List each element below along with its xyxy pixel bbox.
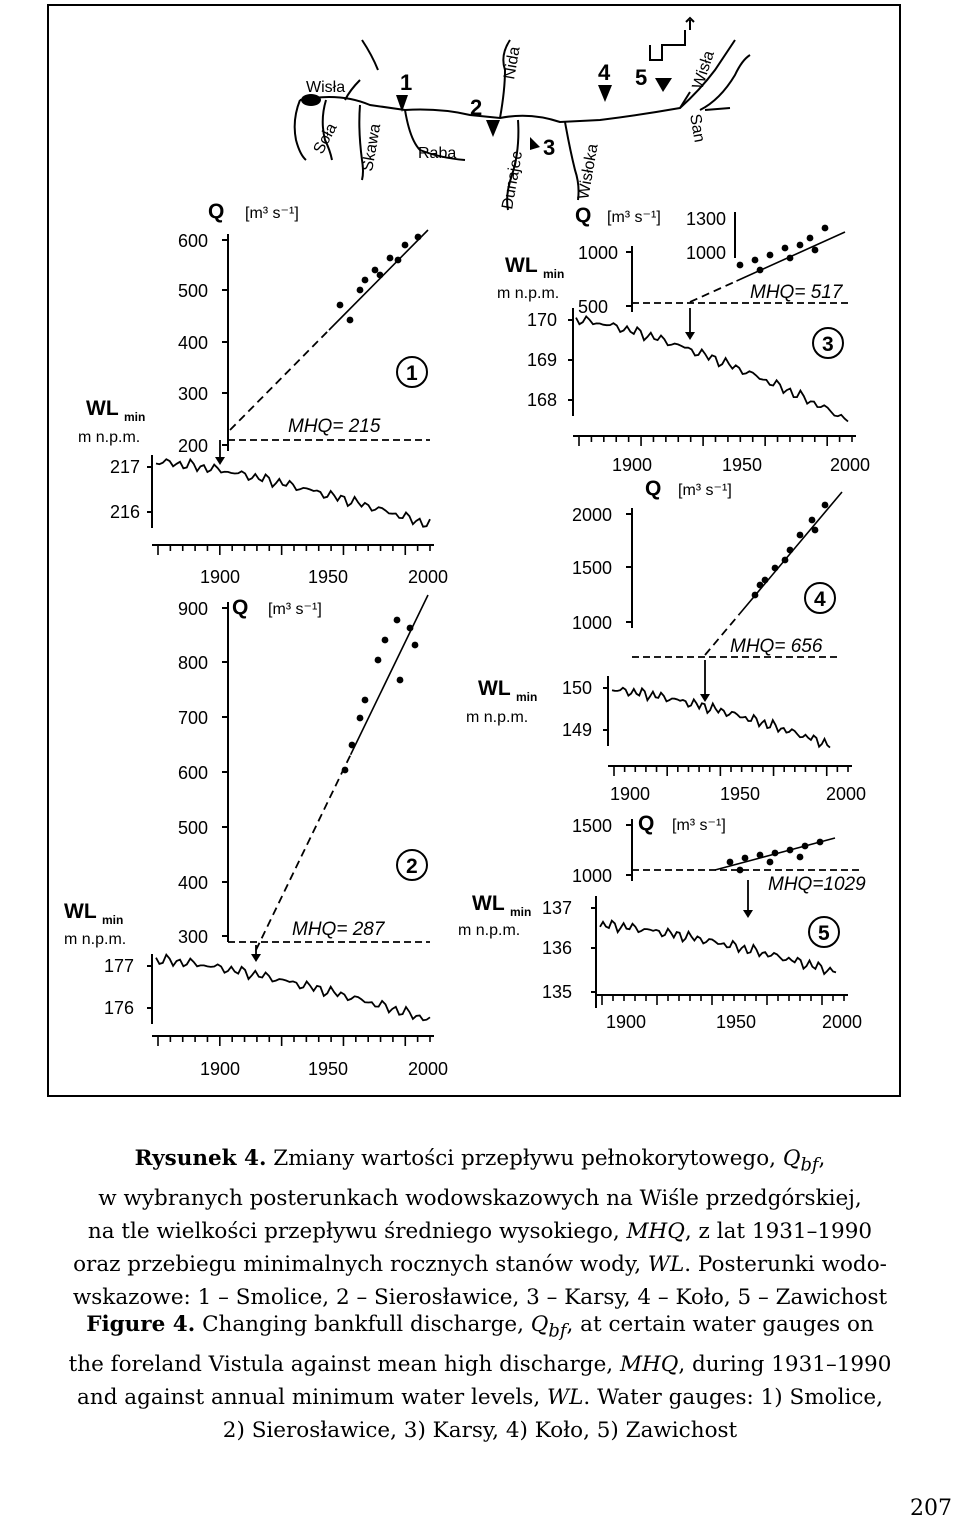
caption-text: Changing bankfull discharge, [195,1312,531,1337]
q-tick-label: 1500 [572,816,613,836]
discharge-point [395,257,402,264]
discharge-point [357,287,364,294]
discharge-point [382,637,389,644]
caption-en-line-3 [0,1381,960,1414]
regression-fit [351,595,428,755]
q-tick-label: 300 [178,927,209,947]
bankfull-arrow-head [215,457,225,465]
caption-en-line-4: 2) Sierosławice, 3) Karsy, 4) Koło, 5) Zawichost [222,1418,738,1444]
discharge-point [782,245,789,252]
wl-min-trace [612,688,830,748]
q-tick-label: 1000 [572,866,613,886]
q-tick-label: 500 [178,281,209,301]
year-tick-label: 1950 [720,784,761,804]
discharge-point [757,582,764,589]
year-tick-label: 1950 [716,1012,757,1032]
year-tick-label: 2000 [830,455,871,475]
year-tick-label: 1900 [200,1059,241,1079]
discharge-point [757,267,764,274]
q-axis-label: Q [208,200,225,223]
bankfull-arrow-head [685,332,695,340]
map-label: Wisła [306,79,346,96]
q-axis-units: [m³ s⁻¹] [245,205,299,222]
station-3-arrow [530,137,540,150]
caption-text: the foreland Vistula against mean high discharge, [68,1351,620,1377]
q-tick-label: 800 [178,653,209,673]
bankfull-arrow-head [700,694,710,702]
wl-tick-label: 137 [542,898,573,918]
map-label: Wisłoka [575,142,602,201]
wl-axis-subscript: min [516,690,538,704]
wl-axis-label: WL [472,892,505,915]
q-tick-label: 600 [178,231,209,251]
discharge-point [362,277,369,284]
wl-tick-label: 150 [562,678,593,698]
caption-english [0,1308,960,1447]
mhq-label: MHQ=1029 [768,874,866,895]
year-tick-label: 1900 [606,1012,647,1032]
q-tick-label: 700 [178,708,209,728]
wl-axis-units: m n.p.m. [466,709,529,726]
discharge-point [737,262,744,269]
panel-5-zawichost [458,812,866,1032]
discharge-point [782,557,789,564]
caption-symbol: Q [782,1146,801,1171]
wl-min-trace [576,316,848,421]
panel-2-sieroslawice [64,595,448,1079]
discharge-point [787,255,794,262]
caption-label: Rysunek 4. [134,1146,267,1171]
wl-axis-units: m n.p.m. [78,429,141,446]
station-number: 5 [635,65,648,90]
panel-number: 3 [822,333,834,356]
station-number: 2 [470,95,483,120]
caption-en-line-1 [0,1308,960,1348]
discharge-point [342,767,349,774]
station-5-arrow [655,78,672,92]
wl-axis-subscript: min [102,913,124,927]
map-label: Wisła [689,48,718,92]
mhq-label: MHQ= 287 [292,919,385,940]
q-tick-label: 400 [178,333,209,353]
year-tick-label: 1950 [308,1059,349,1079]
q-axis-units: [m³ s⁻¹] [268,601,322,618]
regression-extrapolated [230,330,329,430]
wl-tick-label: 169 [527,350,558,370]
caption-text: , during 1931–1990 [678,1351,892,1377]
wl-tick-label: 217 [110,457,141,477]
discharge-point [787,847,794,854]
caption-symbol: Q [530,1312,549,1337]
station-number: 3 [543,135,556,160]
panel-4-kolo [466,477,866,804]
discharge-point [809,517,816,524]
discharge-point [812,527,819,534]
panel-number: 1 [406,362,418,385]
discharge-point [337,302,344,309]
wl-axis-subscript: min [543,267,565,281]
panel-number: 5 [818,922,830,945]
discharge-point [757,852,764,859]
q-tick-label: 500 [178,818,209,838]
discharge-point [797,854,804,861]
discharge-point [752,592,759,599]
q-tick-label: 500 [578,297,609,317]
discharge-point [377,272,384,279]
caption-pl-line-1 [0,1142,960,1182]
discharge-point [402,242,409,249]
map-labels [306,45,718,210]
caption-text: na tle wielkości przepływu średniego wysokiego, [87,1218,627,1244]
map-label: Skawa [359,122,385,173]
wl-min-trace [600,921,836,974]
discharge-point [812,247,819,254]
discharge-point [387,255,394,262]
discharge-point [737,867,744,874]
discharge-point [767,252,774,259]
q-tick-label: 1500 [572,558,613,578]
map-label: Soła [310,120,341,157]
bankfull-arrow-head [743,910,753,918]
caption-text: . Posterunki wodo- [684,1252,887,1278]
wl-tick-label: 170 [527,310,558,330]
q-tick-label: 1000 [572,613,613,633]
caption-text: , z lat 1931–1990 [684,1218,873,1244]
q-tick-label: 900 [178,599,209,619]
discharge-point [787,547,794,554]
station-4-arrow [598,85,612,102]
q-tick-label: 2000 [572,505,613,525]
q-tick-label-right: 1000 [686,243,727,263]
caption-pl-line-5: wskazowe: 1 – Smolice, 2 – Sierosławice, 3 – Karsy, 4 – Koło, 5 – Zawichost [72,1285,888,1311]
mhq-label: MHQ= 215 [288,416,381,437]
q-axis-label: Q [645,477,662,500]
discharge-point [772,565,779,572]
river-map [295,30,750,210]
caption-symbol: WL [547,1384,584,1410]
map-label: Raba [418,145,457,162]
discharge-point [347,317,354,324]
discharge-point [727,859,734,866]
discharge-point [822,225,829,232]
year-tick-label: 2000 [822,1012,863,1032]
discharge-point [407,625,414,632]
q-axis-units: [m³ s⁻¹] [607,209,661,226]
discharge-point [742,855,749,862]
discharge-point [349,742,356,749]
year-tick-label: 1900 [612,455,653,475]
discharge-point [397,677,404,684]
wl-tick-label: 136 [542,938,573,958]
regression-fit [329,230,428,330]
discharge-point [752,257,759,264]
year-tick-label: 1950 [722,455,763,475]
wl-tick-label: 216 [110,502,141,522]
wl-axis-units: m n.p.m. [458,922,521,939]
discharge-point [762,577,769,584]
year-tick-label: 2000 [826,784,867,804]
caption-en-line-2 [0,1348,960,1381]
wl-tick-label: 168 [527,390,558,410]
year-tick-label: 2000 [408,567,449,587]
wl-axis-units: m n.p.m. [497,285,560,302]
mhq-label: MHQ= 656 [730,636,823,657]
discharge-point [412,642,419,649]
discharge-point [375,657,382,664]
wl-axis-units: m n.p.m. [64,931,127,948]
q-tick-label-right: 1300 [686,209,727,229]
caption-subscript: bf [800,1154,819,1176]
map-label: San [686,112,708,144]
q-tick-label: 600 [178,763,209,783]
wl-tick-label: 176 [104,998,135,1018]
panel-3-karsy [497,204,870,475]
caption-symbol: MHQ [619,1351,679,1377]
caption-text: , [818,1146,826,1171]
q-axis-units: [m³ s⁻¹] [672,817,726,834]
discharge-point [767,859,774,866]
q-axis-units: [m³ s⁻¹] [678,482,732,499]
q-tick-label: 300 [178,384,209,404]
panel-1-smolice [78,200,448,587]
discharge-point [772,850,779,857]
q-tick-label: 400 [178,873,209,893]
caption-subscript: bf [548,1320,567,1342]
caption-polish [0,1142,960,1315]
year-tick-label: 1900 [610,784,651,804]
wl-axis-subscript: min [124,410,146,424]
caption-text: , at certain water gauges on [566,1312,874,1337]
caption-pl-line-3 [0,1215,960,1248]
mhq-label: MHQ= 517 [750,282,843,303]
caption-symbol: WL [647,1252,685,1278]
bankfull-arrow-head [251,954,261,962]
discharge-point [797,242,804,249]
page-number: 207 [910,1496,952,1521]
caption-label: Figure 4. [86,1312,196,1337]
regression-extrapolated [690,281,737,302]
discharge-point [394,617,401,624]
year-tick-label: 1900 [200,567,241,587]
wl-axis-label: WL [505,254,538,277]
caption-text: . Water gauges: 1) Smolice, [583,1384,883,1410]
caption-text: Zmiany wartości przepływu pełnokorytowego, [266,1146,783,1171]
discharge-point [357,715,364,722]
wl-axis-label: WL [86,397,119,420]
map-label: Dunajec [499,149,527,211]
discharge-point [817,839,824,846]
q-axis-label: Q [638,812,655,835]
year-tick-label: 2000 [408,1059,449,1079]
discharge-point [807,235,814,242]
wl-tick-label: 177 [104,956,135,976]
caption-symbol: MHQ [626,1218,685,1244]
wl-axis-label: WL [478,677,511,700]
map-label: Nida [501,45,524,81]
discharge-point [797,532,804,539]
wl-min-trace [156,459,430,527]
panel-number: 2 [406,855,418,878]
wl-axis-subscript: min [510,905,532,919]
discharge-point [822,502,829,509]
wl-min-trace [156,955,430,1021]
discharge-point [372,267,379,274]
q-axis-label: Q [575,204,592,227]
year-tick-label: 1950 [308,567,349,587]
discharge-point [362,697,369,704]
q-tick-label: 1000 [578,243,619,263]
station-2-arrow [486,120,500,137]
q-axis-label: Q [232,596,249,619]
caption-pl-line-2: w wybranych posterunkach wodowskazowych na Wiśle przedgórskiej, [98,1185,862,1211]
discharge-point [802,843,809,850]
panel-number: 4 [814,588,826,611]
discharge-point [415,234,422,241]
wl-tick-label: 135 [542,982,573,1002]
caption-pl-line-4 [0,1248,960,1281]
station-number: 1 [400,70,413,95]
wl-axis-label: WL [64,900,97,923]
q-tick-label: 200 [178,436,209,456]
caption-text: and against annual minimum water levels, [77,1384,548,1410]
caption-text: oraz przebiegu minimalnych rocznych stanów wody, [73,1252,648,1278]
wl-tick-label: 149 [562,720,593,740]
station-number: 4 [598,60,611,85]
